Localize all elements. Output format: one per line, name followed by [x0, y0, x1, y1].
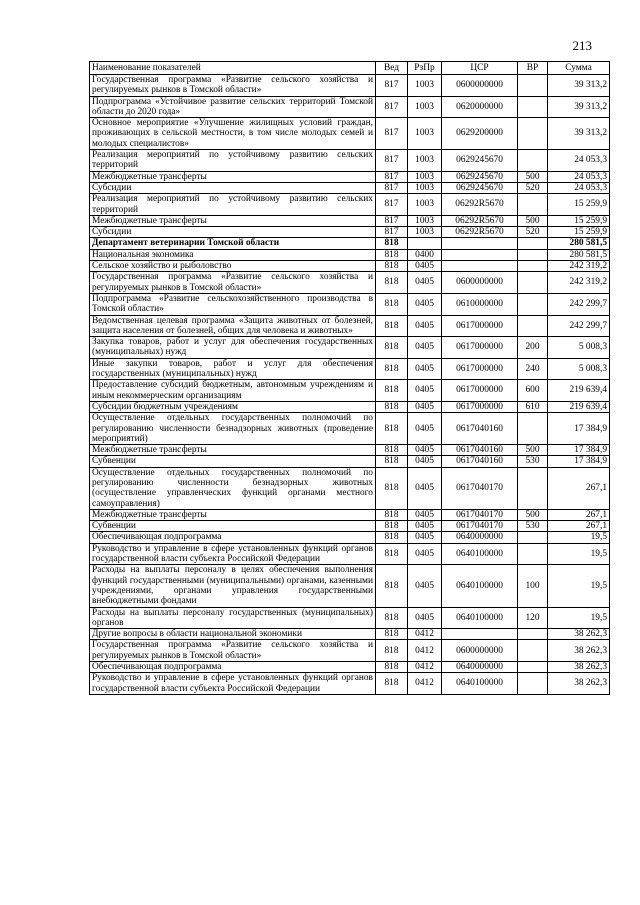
cell-vr: 100	[518, 565, 548, 607]
cell-csr: 0600000000	[442, 272, 518, 294]
table-row	[90, 194, 610, 216]
cell-name: Расходы на выплаты персоналу государственных (муниципальных) органов	[90, 607, 376, 629]
table-row	[90, 413, 610, 445]
cell-name: Обеспечивающая подпрограмма	[90, 662, 376, 673]
table-row	[90, 182, 610, 193]
cell-vr: 520	[518, 227, 548, 238]
header-csr: ЦСР	[442, 62, 518, 75]
table-header-row	[90, 62, 610, 75]
cell-sum: 15 259,9	[548, 194, 610, 216]
cell-csr: 0629245670	[442, 171, 518, 182]
cell-ved: 818	[376, 445, 408, 456]
cell-ved: 818	[376, 413, 408, 445]
cell-rzpr: 1003	[408, 118, 442, 150]
cell-csr: 0617000000	[442, 337, 518, 359]
cell-name: Национальная экономика	[90, 249, 376, 260]
cell-sum: 5 008,3	[548, 358, 610, 380]
cell-csr: 0640100000	[442, 565, 518, 607]
cell-name: Межбюджетные трансферты	[90, 215, 376, 226]
cell-name: Предоставление субсидий бюджетным, автономным учреждениям и иным некоммерческим организациям	[90, 380, 376, 402]
cell-sum: 24 053,3	[548, 182, 610, 193]
cell-ved: 817	[376, 215, 408, 226]
cell-rzpr	[408, 238, 442, 249]
table-row	[90, 118, 610, 150]
cell-vr	[518, 118, 548, 150]
cell-name: Руководство и управление в сфере установленных функций органов государственной власти субъекта Российской Федерации	[90, 543, 376, 565]
cell-ved: 818	[376, 467, 408, 509]
cell-vr	[518, 467, 548, 509]
cell-vr	[518, 315, 548, 337]
cell-name: Субвенции	[90, 521, 376, 532]
cell-sum: 242 319,2	[548, 272, 610, 294]
cell-sum: 17 384,9	[548, 456, 610, 467]
cell-rzpr: 1003	[408, 96, 442, 118]
cell-ved: 818	[376, 315, 408, 337]
cell-name: Межбюджетные трансферты	[90, 445, 376, 456]
table-row	[90, 215, 610, 226]
cell-rzpr: 0405	[408, 467, 442, 509]
table-row	[90, 629, 610, 640]
cell-sum: 39 313,2	[548, 75, 610, 97]
cell-sum: 24 053,3	[548, 171, 610, 182]
cell-vr	[518, 249, 548, 260]
cell-csr	[442, 629, 518, 640]
cell-name: Субсидии бюджетным учреждениям	[90, 401, 376, 412]
cell-vr: 530	[518, 521, 548, 532]
cell-rzpr: 1003	[408, 227, 442, 238]
table-row	[90, 150, 610, 172]
cell-name: Подпрограмма «Устойчивое развитие сельских территорий Томской области до 2020 года»	[90, 96, 376, 118]
cell-sum: 267,1	[548, 521, 610, 532]
cell-csr	[442, 249, 518, 260]
cell-ved: 817	[376, 227, 408, 238]
cell-rzpr: 0405	[408, 456, 442, 467]
cell-vr: 530	[518, 456, 548, 467]
cell-vr	[518, 261, 548, 272]
cell-sum: 19,5	[548, 565, 610, 607]
cell-name: Реализация мероприятий по устойчивому развитию сельских территорий	[90, 194, 376, 216]
cell-csr: 0617000000	[442, 401, 518, 412]
cell-rzpr: 0405	[408, 358, 442, 380]
cell-vr	[518, 96, 548, 118]
cell-ved: 818	[376, 456, 408, 467]
cell-name: Межбюджетные трансферты	[90, 509, 376, 520]
cell-vr	[518, 662, 548, 673]
cell-csr: 0600000000	[442, 75, 518, 97]
cell-name: Закупка товаров, работ и услуг для обеспечения государственных (муниципальных) нужд	[90, 337, 376, 359]
cell-rzpr: 0405	[408, 445, 442, 456]
cell-vr	[518, 75, 548, 97]
cell-csr: 0620000000	[442, 96, 518, 118]
cell-ved: 818	[376, 380, 408, 402]
cell-vr: 520	[518, 182, 548, 193]
cell-csr: 0617000000	[442, 358, 518, 380]
cell-csr: 0640100000	[442, 607, 518, 629]
cell-csr: 0640000000	[442, 532, 518, 543]
cell-rzpr: 0405	[408, 293, 442, 315]
cell-ved: 818	[376, 261, 408, 272]
cell-sum: 219 639,4	[548, 380, 610, 402]
cell-ved: 817	[376, 182, 408, 193]
cell-csr: 0617000000	[442, 380, 518, 402]
cell-name: Иные закупки товаров, работ и услуг для обеспечения государственных (муниципальных) нужд	[90, 358, 376, 380]
cell-name: Осуществление отдельных государственных полномочий по регулированию численности безнадзорных животных (проведение мероприятий)	[90, 413, 376, 445]
table-row	[90, 467, 610, 509]
cell-rzpr: 1003	[408, 182, 442, 193]
cell-csr: 0617040160	[442, 456, 518, 467]
cell-sum: 242 319,2	[548, 261, 610, 272]
cell-vr	[518, 413, 548, 445]
cell-sum: 242 299,7	[548, 315, 610, 337]
cell-ved: 818	[376, 272, 408, 294]
cell-rzpr: 0412	[408, 673, 442, 695]
table-row	[90, 380, 610, 402]
cell-vr	[518, 194, 548, 216]
table-row	[90, 249, 610, 260]
cell-sum: 19,5	[548, 607, 610, 629]
table-row	[90, 640, 610, 662]
cell-csr: 0629200000	[442, 118, 518, 150]
cell-csr: 0610000000	[442, 293, 518, 315]
table-row	[90, 315, 610, 337]
cell-rzpr: 0405	[408, 565, 442, 607]
cell-name: Подпрограмма «Развитие сельскохозяйственного производства в Томской области»	[90, 293, 376, 315]
cell-csr: 0640100000	[442, 543, 518, 565]
cell-ved: 818	[376, 238, 408, 249]
cell-ved: 817	[376, 96, 408, 118]
cell-sum: 280 581,5	[548, 238, 610, 249]
cell-ved: 818	[376, 509, 408, 520]
cell-csr: 0617040160	[442, 413, 518, 445]
cell-csr: 06292R5670	[442, 227, 518, 238]
cell-sum: 39 313,2	[548, 96, 610, 118]
cell-name: Расходы на выплаты персоналу в целях обеспечения выполнения функций государственными (муниципальными) органами, казенными учреждениями, органами управления государственными внебюджетными фондами	[90, 565, 376, 607]
table-row	[90, 75, 610, 97]
cell-rzpr: 0405	[408, 315, 442, 337]
cell-rzpr: 0405	[408, 272, 442, 294]
header-ved: Вед	[376, 62, 408, 75]
cell-vr	[518, 272, 548, 294]
cell-csr: 06292R5670	[442, 194, 518, 216]
cell-ved: 817	[376, 118, 408, 150]
cell-rzpr: 1003	[408, 171, 442, 182]
cell-ved: 817	[376, 150, 408, 172]
cell-vr	[518, 673, 548, 695]
cell-csr: 0617040170	[442, 467, 518, 509]
header-sum: Сумма	[548, 62, 610, 75]
cell-rzpr: 0405	[408, 337, 442, 359]
cell-name: Реализация мероприятий по устойчивому развитию сельских территорий	[90, 150, 376, 172]
cell-name: Сельское хозяйство и рыболовство	[90, 261, 376, 272]
cell-ved: 818	[376, 401, 408, 412]
table-row	[90, 456, 610, 467]
cell-sum: 38 262,3	[548, 673, 610, 695]
budget-table	[89, 61, 610, 695]
cell-vr	[518, 543, 548, 565]
cell-rzpr: 0405	[408, 509, 442, 520]
cell-sum: 17 384,9	[548, 413, 610, 445]
table-row	[90, 662, 610, 673]
cell-sum: 19,5	[548, 532, 610, 543]
cell-vr: 200	[518, 337, 548, 359]
table-row	[90, 293, 610, 315]
cell-csr	[442, 261, 518, 272]
page-number: 213	[572, 38, 592, 53]
cell-csr: 0629245670	[442, 150, 518, 172]
header-rzpr: РзПр	[408, 62, 442, 75]
cell-sum: 24 053,3	[548, 150, 610, 172]
cell-name: Обеспечивающая подпрограмма	[90, 532, 376, 543]
cell-csr	[442, 238, 518, 249]
cell-csr: 0617000000	[442, 315, 518, 337]
table-row	[90, 673, 610, 695]
cell-name: Государственная программа «Развитие сельского хозяйства и регулируемых рынков в Томской области»	[90, 75, 376, 97]
cell-rzpr: 0405	[408, 543, 442, 565]
cell-vr: 120	[518, 607, 548, 629]
cell-sum: 15 259,9	[548, 215, 610, 226]
cell-sum: 15 259,9	[548, 227, 610, 238]
table-row	[90, 445, 610, 456]
cell-vr: 500	[518, 215, 548, 226]
cell-ved: 818	[376, 673, 408, 695]
cell-rzpr: 1003	[408, 215, 442, 226]
table-row	[90, 401, 610, 412]
cell-ved: 818	[376, 629, 408, 640]
cell-name: Межбюджетные трансферты	[90, 171, 376, 182]
cell-ved: 817	[376, 75, 408, 97]
cell-name: Субсидии	[90, 182, 376, 193]
cell-sum: 280 581,5	[548, 249, 610, 260]
cell-name: Ведомственная целевая программа «Защита животных от болезней, защита населения от болезней, общих для человека и животных»	[90, 315, 376, 337]
cell-name: Департамент ветеринарии Томской области	[90, 238, 376, 249]
table-row	[90, 272, 610, 294]
cell-name: Основное мероприятие «Улучшение жилищных условий граждан, проживающих в сельской местности, в том числе молодых семей и молодых специалистов»	[90, 118, 376, 150]
cell-ved: 818	[376, 543, 408, 565]
cell-name: Субсидии	[90, 227, 376, 238]
cell-ved: 818	[376, 337, 408, 359]
cell-rzpr: 0412	[408, 629, 442, 640]
cell-sum: 38 262,3	[548, 629, 610, 640]
cell-csr: 0629245670	[442, 182, 518, 193]
cell-vr: 500	[518, 171, 548, 182]
cell-rzpr: 0412	[408, 640, 442, 662]
cell-vr	[518, 293, 548, 315]
cell-sum: 39 313,2	[548, 118, 610, 150]
cell-ved: 818	[376, 532, 408, 543]
cell-name: Руководство и управление в сфере установленных функций органов государственной власти субъекта Российской Федерации	[90, 673, 376, 695]
cell-rzpr: 0405	[408, 413, 442, 445]
cell-ved: 818	[376, 662, 408, 673]
cell-name: Государственная программа «Развитие сельского хозяйства и регулируемых рынков в Томской области»	[90, 640, 376, 662]
cell-ved: 818	[376, 249, 408, 260]
cell-sum: 38 262,3	[548, 640, 610, 662]
cell-sum: 38 262,3	[548, 662, 610, 673]
table-row	[90, 532, 610, 543]
cell-rzpr: 0400	[408, 249, 442, 260]
table-row	[90, 607, 610, 629]
cell-sum: 219 639,4	[548, 401, 610, 412]
cell-ved: 818	[376, 640, 408, 662]
table-row	[90, 337, 610, 359]
table-row	[90, 261, 610, 272]
table-row	[90, 96, 610, 118]
cell-csr: 0640000000	[442, 662, 518, 673]
cell-vr	[518, 640, 548, 662]
cell-rzpr: 0405	[408, 607, 442, 629]
cell-rzpr: 0405	[408, 380, 442, 402]
cell-vr: 500	[518, 445, 548, 456]
cell-rzpr: 1003	[408, 150, 442, 172]
table-row	[90, 565, 610, 607]
cell-csr: 06292R5670	[442, 215, 518, 226]
cell-rzpr: 0405	[408, 261, 442, 272]
cell-name: Другие вопросы в области национальной экономики	[90, 629, 376, 640]
cell-csr: 0640100000	[442, 673, 518, 695]
table-row	[90, 171, 610, 182]
cell-vr	[518, 629, 548, 640]
cell-vr	[518, 532, 548, 543]
cell-vr: 240	[518, 358, 548, 380]
header-name: Наименование показателей	[90, 62, 376, 75]
table-row	[90, 543, 610, 565]
table-body	[90, 75, 610, 695]
cell-ved: 818	[376, 521, 408, 532]
cell-ved: 817	[376, 194, 408, 216]
cell-name: Осуществление отдельных государственных полномочий по регулированию численности безнадзорных животных (осуществление управленческих функций органами местного самоуправления)	[90, 467, 376, 509]
cell-csr: 0600000000	[442, 640, 518, 662]
header-vr: ВР	[518, 62, 548, 75]
cell-vr	[518, 238, 548, 249]
cell-vr: 600	[518, 380, 548, 402]
cell-rzpr: 1003	[408, 75, 442, 97]
cell-ved: 818	[376, 293, 408, 315]
cell-ved: 818	[376, 565, 408, 607]
cell-ved: 817	[376, 171, 408, 182]
table-row	[90, 521, 610, 532]
cell-vr: 610	[518, 401, 548, 412]
cell-ved: 818	[376, 607, 408, 629]
cell-name: Субвенции	[90, 456, 376, 467]
cell-csr: 0617040170	[442, 521, 518, 532]
cell-sum: 19,5	[548, 543, 610, 565]
table-row	[90, 238, 610, 249]
cell-sum: 242 299,7	[548, 293, 610, 315]
cell-rzpr: 0405	[408, 521, 442, 532]
cell-rzpr: 0405	[408, 401, 442, 412]
cell-sum: 267,1	[548, 509, 610, 520]
table-row	[90, 358, 610, 380]
cell-ved: 818	[376, 358, 408, 380]
cell-sum: 267,1	[548, 467, 610, 509]
table-row	[90, 509, 610, 520]
cell-vr	[518, 150, 548, 172]
cell-rzpr: 1003	[408, 194, 442, 216]
cell-name: Государственная программа «Развитие сельского хозяйства и регулируемых рынков в Томской области»	[90, 272, 376, 294]
cell-sum: 5 008,3	[548, 337, 610, 359]
cell-rzpr: 0412	[408, 662, 442, 673]
cell-rzpr: 0405	[408, 532, 442, 543]
table-row	[90, 227, 610, 238]
cell-sum: 17 384,9	[548, 445, 610, 456]
cell-vr: 500	[518, 509, 548, 520]
cell-csr: 0617040160	[442, 445, 518, 456]
cell-csr: 0617040170	[442, 509, 518, 520]
